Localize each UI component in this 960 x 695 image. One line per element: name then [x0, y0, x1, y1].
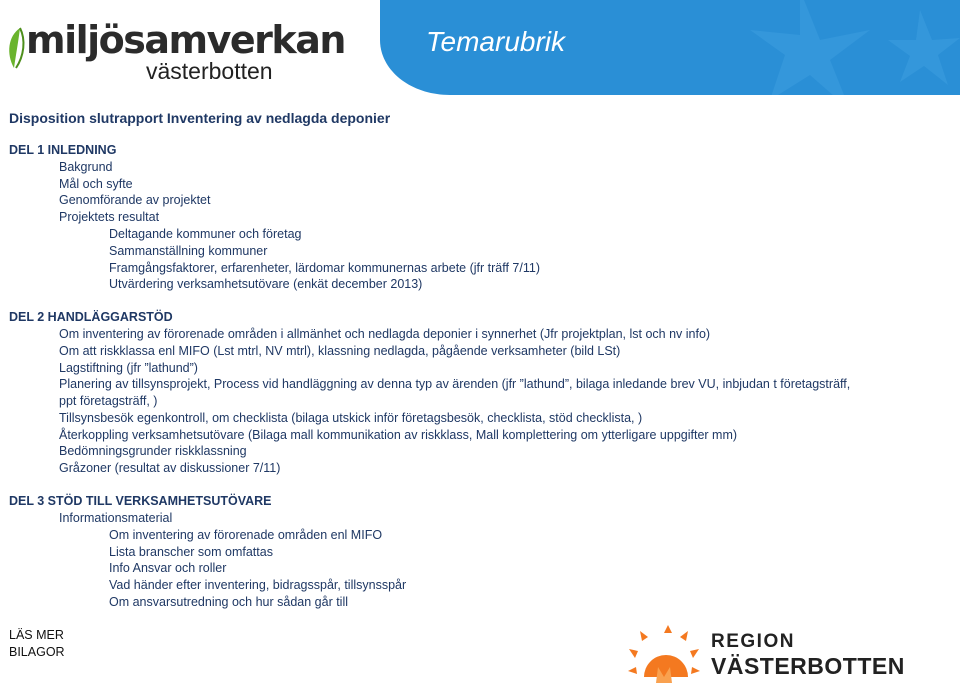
list-item: Gråzoner (resultat av diskussioner 7/11) — [59, 461, 281, 475]
section-heading-del1: DEL 1 INLEDNING — [9, 143, 117, 157]
document-title: Disposition slutrapport Inventering av nedlagda deponier — [9, 110, 391, 126]
list-item: Mål och syfte — [59, 177, 133, 191]
sub-list-item: Lista branscher som omfattas — [109, 545, 273, 559]
sub-list-item: Framgångsfaktorer, erfarenheter, lärdomar kommunernas arbete (jfr träff 7/11) — [109, 261, 540, 275]
list-item: ppt företagsträff, ) — [59, 394, 158, 408]
logo-sub-text: västerbotten — [146, 58, 273, 84]
sub-list-item: Om ansvarsutredning och hur sådan går till — [109, 595, 349, 609]
list-item: Om inventering av förorenade områden i allmänhet och nedlagda deponier i synnerhet (Jfr projektplan, lst och nv info) — [59, 327, 711, 341]
sub-list-item: Deltagande kommuner och företag — [109, 227, 302, 241]
miljosamverkan-logo — [4, 18, 345, 84]
vasterbotten-text: VÄSTERBOTTEN — [711, 653, 905, 679]
list-item: Om att riskklassa enl MIFO (Lst mtrl, NV mtrl), klassning nedlagda, pågående verksamheter (bild LSt) — [59, 344, 621, 358]
sub-list-item: Vad händer efter inventering, bidragsspår, tillsynsspår — [109, 578, 407, 592]
footer-text-las-mer: LÄS MER — [9, 628, 64, 642]
list-item: Återkoppling verksamhetsutövare (Bilaga mall kommunikation av riskklass, Mall komplettering om ytterligare uppgifter mm) — [59, 428, 738, 442]
footer-text-bilagor: BILAGOR — [9, 645, 65, 659]
sub-list-item: Utvärdering verksamhetsutövare (enkät december 2013) — [109, 277, 423, 291]
section-heading-del2: DEL 2 HANDLÄGGARSTÖD — [9, 310, 173, 324]
sub-list-item: Sammanställning kommuner — [109, 244, 268, 258]
banner-title: Temarubrik — [426, 26, 566, 57]
sub-list-item: Info Ansvar och roller — [109, 561, 227, 575]
list-item: Bakgrund — [59, 160, 113, 174]
logo-main-text: miljösamverkan — [26, 18, 345, 62]
list-item: Genomförande av projektet — [59, 193, 211, 207]
sun-icon — [628, 625, 700, 690]
list-item: Projektets resultat — [59, 210, 160, 224]
list-item: Informationsmaterial — [59, 511, 173, 525]
list-item: Bedömningsgrunder riskklassning — [59, 444, 247, 458]
sub-list-item: Om inventering av förorenade områden enl MIFO — [109, 528, 383, 542]
section-heading-del3: DEL 3 STÖD TILL VERKSAMHETSUTÖVARE — [9, 494, 272, 508]
region-text: REGION — [711, 631, 795, 652]
list-item: Planering av tillsynsprojekt, Process vid handläggning av denna typ av ärenden (jfr ”lathund”, bilaga inledande brev VU, inbjudan t företagsträff, — [59, 377, 851, 391]
list-item: Lagstiftning (jfr ”lathund”) — [59, 361, 198, 375]
list-item: Tillsynsbesök egenkontroll, om checklista (bilaga utskick inför företagsbesök, checklista, stöd checklista, ) — [59, 411, 643, 425]
region-vasterbotten-logo — [628, 625, 928, 690]
